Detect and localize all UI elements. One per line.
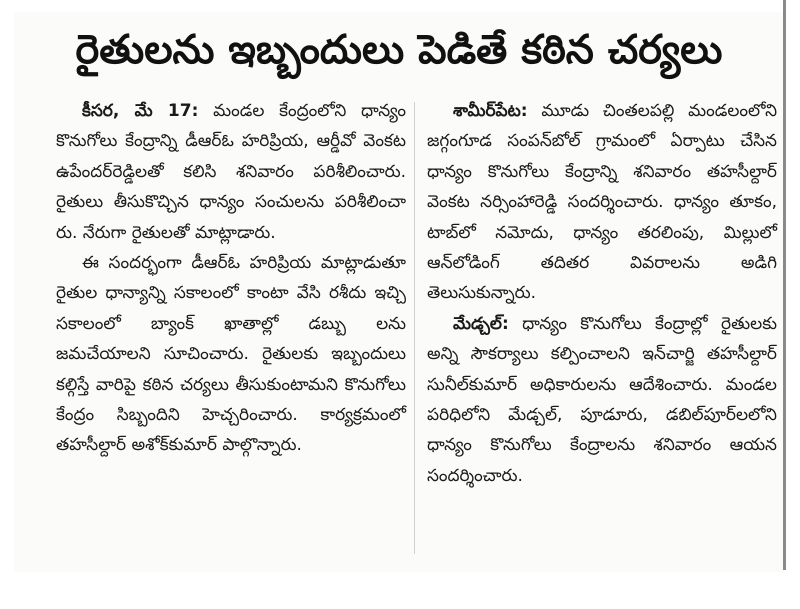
left-column [56,96,406,461]
left-paragraph-2-text: ఈ సందర్భంగా డీఆర్ఓ హరిప్రియ మాట్లాడుతూ రైతుల ధాన్యాన్ని సకాలంలో కాంటా వేసి రశీదు ఇచ్చి సకాలంలో బ్యాంక్ ఖాతాల్లో డబ్బు లను జమచేయాలని సూచించారు. రైతులకు ఇబ్బందులు కల్గిస్తే వారిపై కఠిన చర్యలు తీసుకుంటామని కొనుగోలు కేంద్రం సిబ్బందిని హెచ్చరించారు. కార్యక్రమంలో తహసీల్దార్ అశోక్‌కుమార్ పాల్గొన్నారు. [56,253,406,456]
right-paragraph-2-text: ధాన్యం కొనుగోలు కేంద్రాల్లో రైతులకు అన్ని సౌకర్యాలు కల్పించాలని ఇన్‌చార్జి తహసీల్దార్ సునీల్‌కుమార్ అధికారులను ఆదేశించారు. మండల పరిధిలోని మేడ్చల్, పూడూరు, డబిల్‌పూర్‌లలోని ధాన్యం కొనుగోలు కేంద్రాలను శనివారం ఆయన సందర్శించారు. [427,313,777,486]
left-paragraph-1 [56,96,406,248]
right-dateline-1: శామీర్‌పేట: [453,101,528,121]
page-edge-rule [783,0,786,570]
right-dateline-2: మేడ్చల్: [453,313,509,334]
column-divider [414,102,415,554]
newspaper-clipping [14,12,784,572]
right-paragraph-1-text: మూడు చింతలపల్లి మండలంలోని జగ్గంగూడ సంపన్‌బోల్ గ్రామంలో ఏర్పాటు చేసిన ధాన్యం కొనుగోలు కేంద్రాన్ని శనివారం తహసీల్దార్ వెంకట నర్సింహారెడ్డి సందర్శించారు. ధాన్యం తూకం, టాబ్‌లో నమోదు, ధాన్యం తరలింపు, మిల్లులో ఆన్‌లోడింగ్ తదితర వివరాలను అడిగి తెలుసుకున్నారు. [427,101,777,304]
left-dateline: కీసర, మే 17: [82,101,199,121]
left-paragraph-2 [56,248,406,461]
headline: రైతులను ఇబ్బందులు పెడితే కఠిన చర్యలు [75,27,723,73]
right-column [427,96,777,491]
right-paragraph-1 [427,96,777,309]
right-paragraph-2 [427,309,777,491]
left-paragraph-1-text: మండల కేంద్రంలోని ధాన్యం కొనుగోలు కేంద్రాన్ని డీఆర్ఓ హరిప్రియ, ఆర్డీవో వెంకట ఉపేందర్‌రెడ్డిలతో కలిసి శనివారం పరిశీలించారు. రైతులు తీసుకొచ్చిన ధాన్యం సంచులను పరిశీలించా రు. నేరుగా రైతులతో మాట్లాడారు. [56,101,406,243]
